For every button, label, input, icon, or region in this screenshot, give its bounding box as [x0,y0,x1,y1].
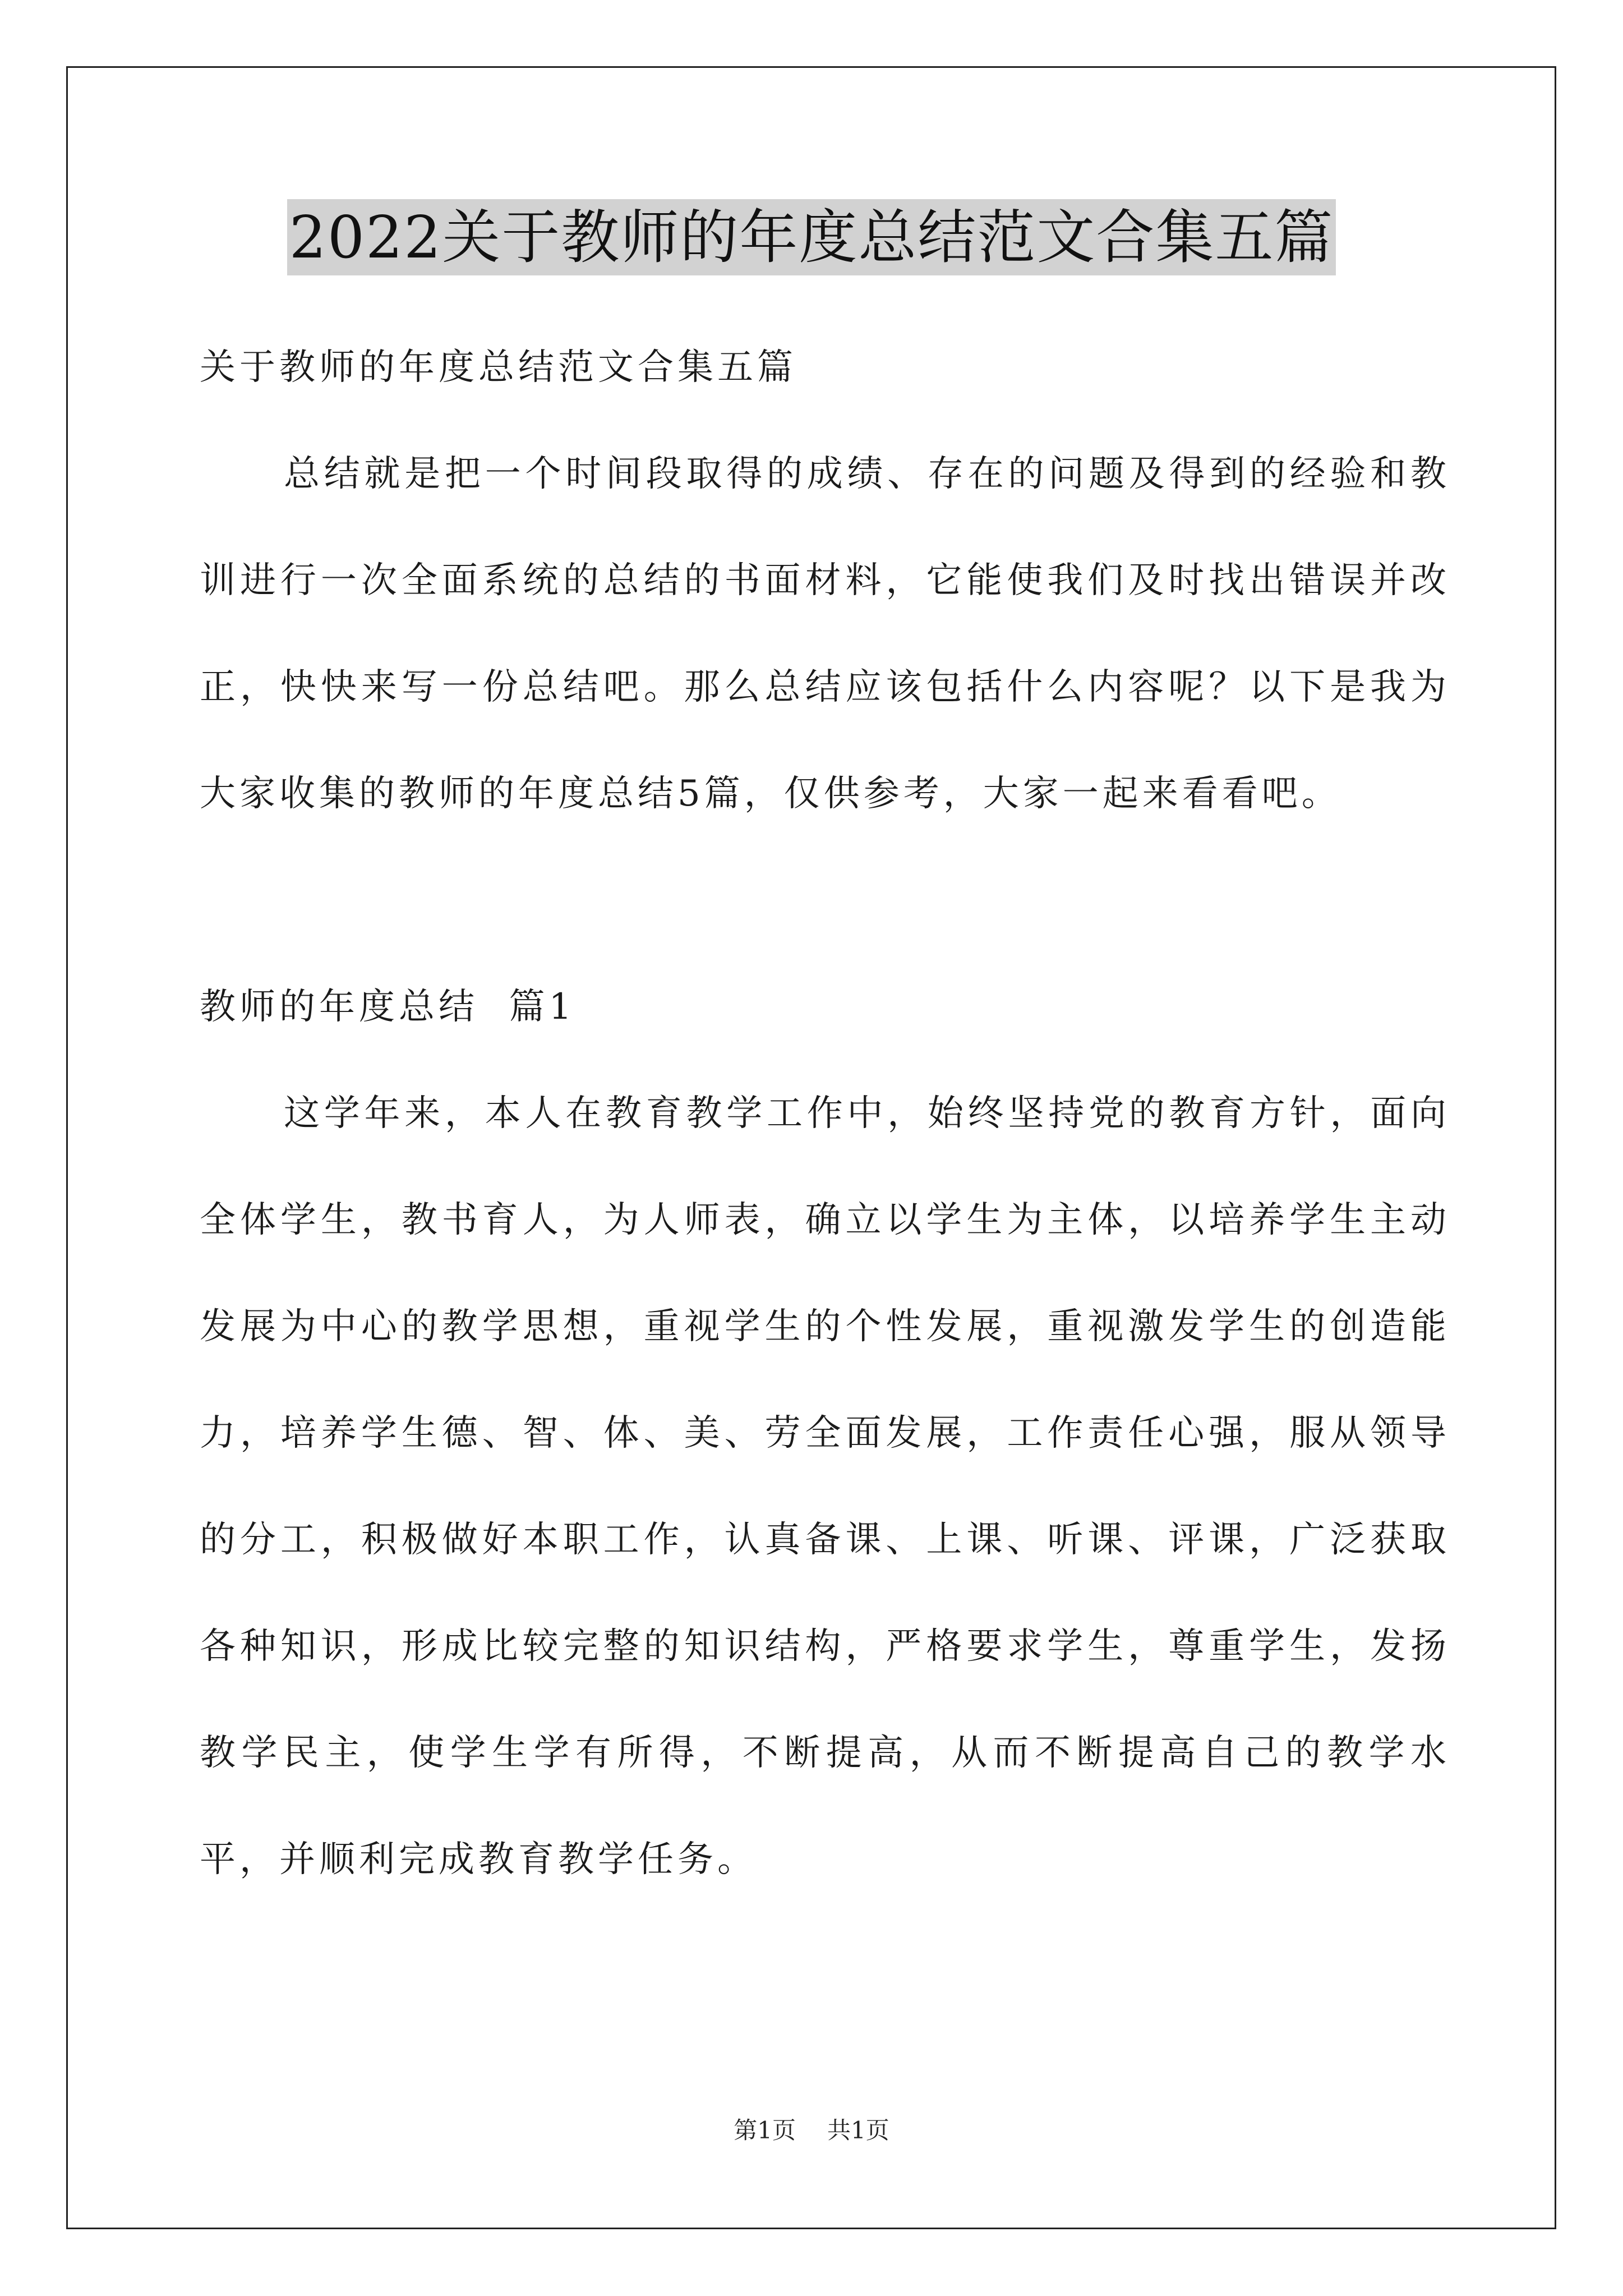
intro-paragraph: 总结就是把一个时间段取得的成绩、存在的问题及得到的经验和教训进行一次全面系统的总结的书面材料，它能使我们及时找出错误并改正，快快来写一份总结吧。那么总结应该包括什么内容呢？以下是我为大家收集的教师的年度总结5篇，仅供参考，大家一起来看看吧。 [200,453,1450,815]
section-heading: 教师的年度总结 篇1 [200,986,576,1028]
paragraph-gap [200,847,1450,954]
page-number: 第1页 [734,2116,796,2144]
page-total: 共1页 [827,2116,889,2144]
document-title: 2022关于教师的年度总结范文合集五篇 [287,199,1336,275]
document-body [200,314,1450,1913]
title-wrap [0,199,1623,275]
page-footer [0,2112,1623,2146]
section-paragraph: 这学年来，本人在教育教学工作中，始终坚持党的教育方针，面向全体学生，教书育人，为人师表，确立以学生为主体，以培养学生主动发展为中心的教学思想，重视学生的个性发展，重视激发学生的创造能力，培养学生德、智、体、美、劳全面发展，工作责任心强，服从领导的分工，积极做好本职工作，认真备课、上课、听课、评课，广泛获取各种知识，形成比较完整的知识结构，严格要求学生，尊重学生，发扬教学民主，使学生学有所得，不断提高，从而不断提高自己的教学水平，并顺利完成教育教学任务。 [200,1093,1450,1880]
document-subtitle: 关于教师的年度总结范文合集五篇 [200,347,797,388]
